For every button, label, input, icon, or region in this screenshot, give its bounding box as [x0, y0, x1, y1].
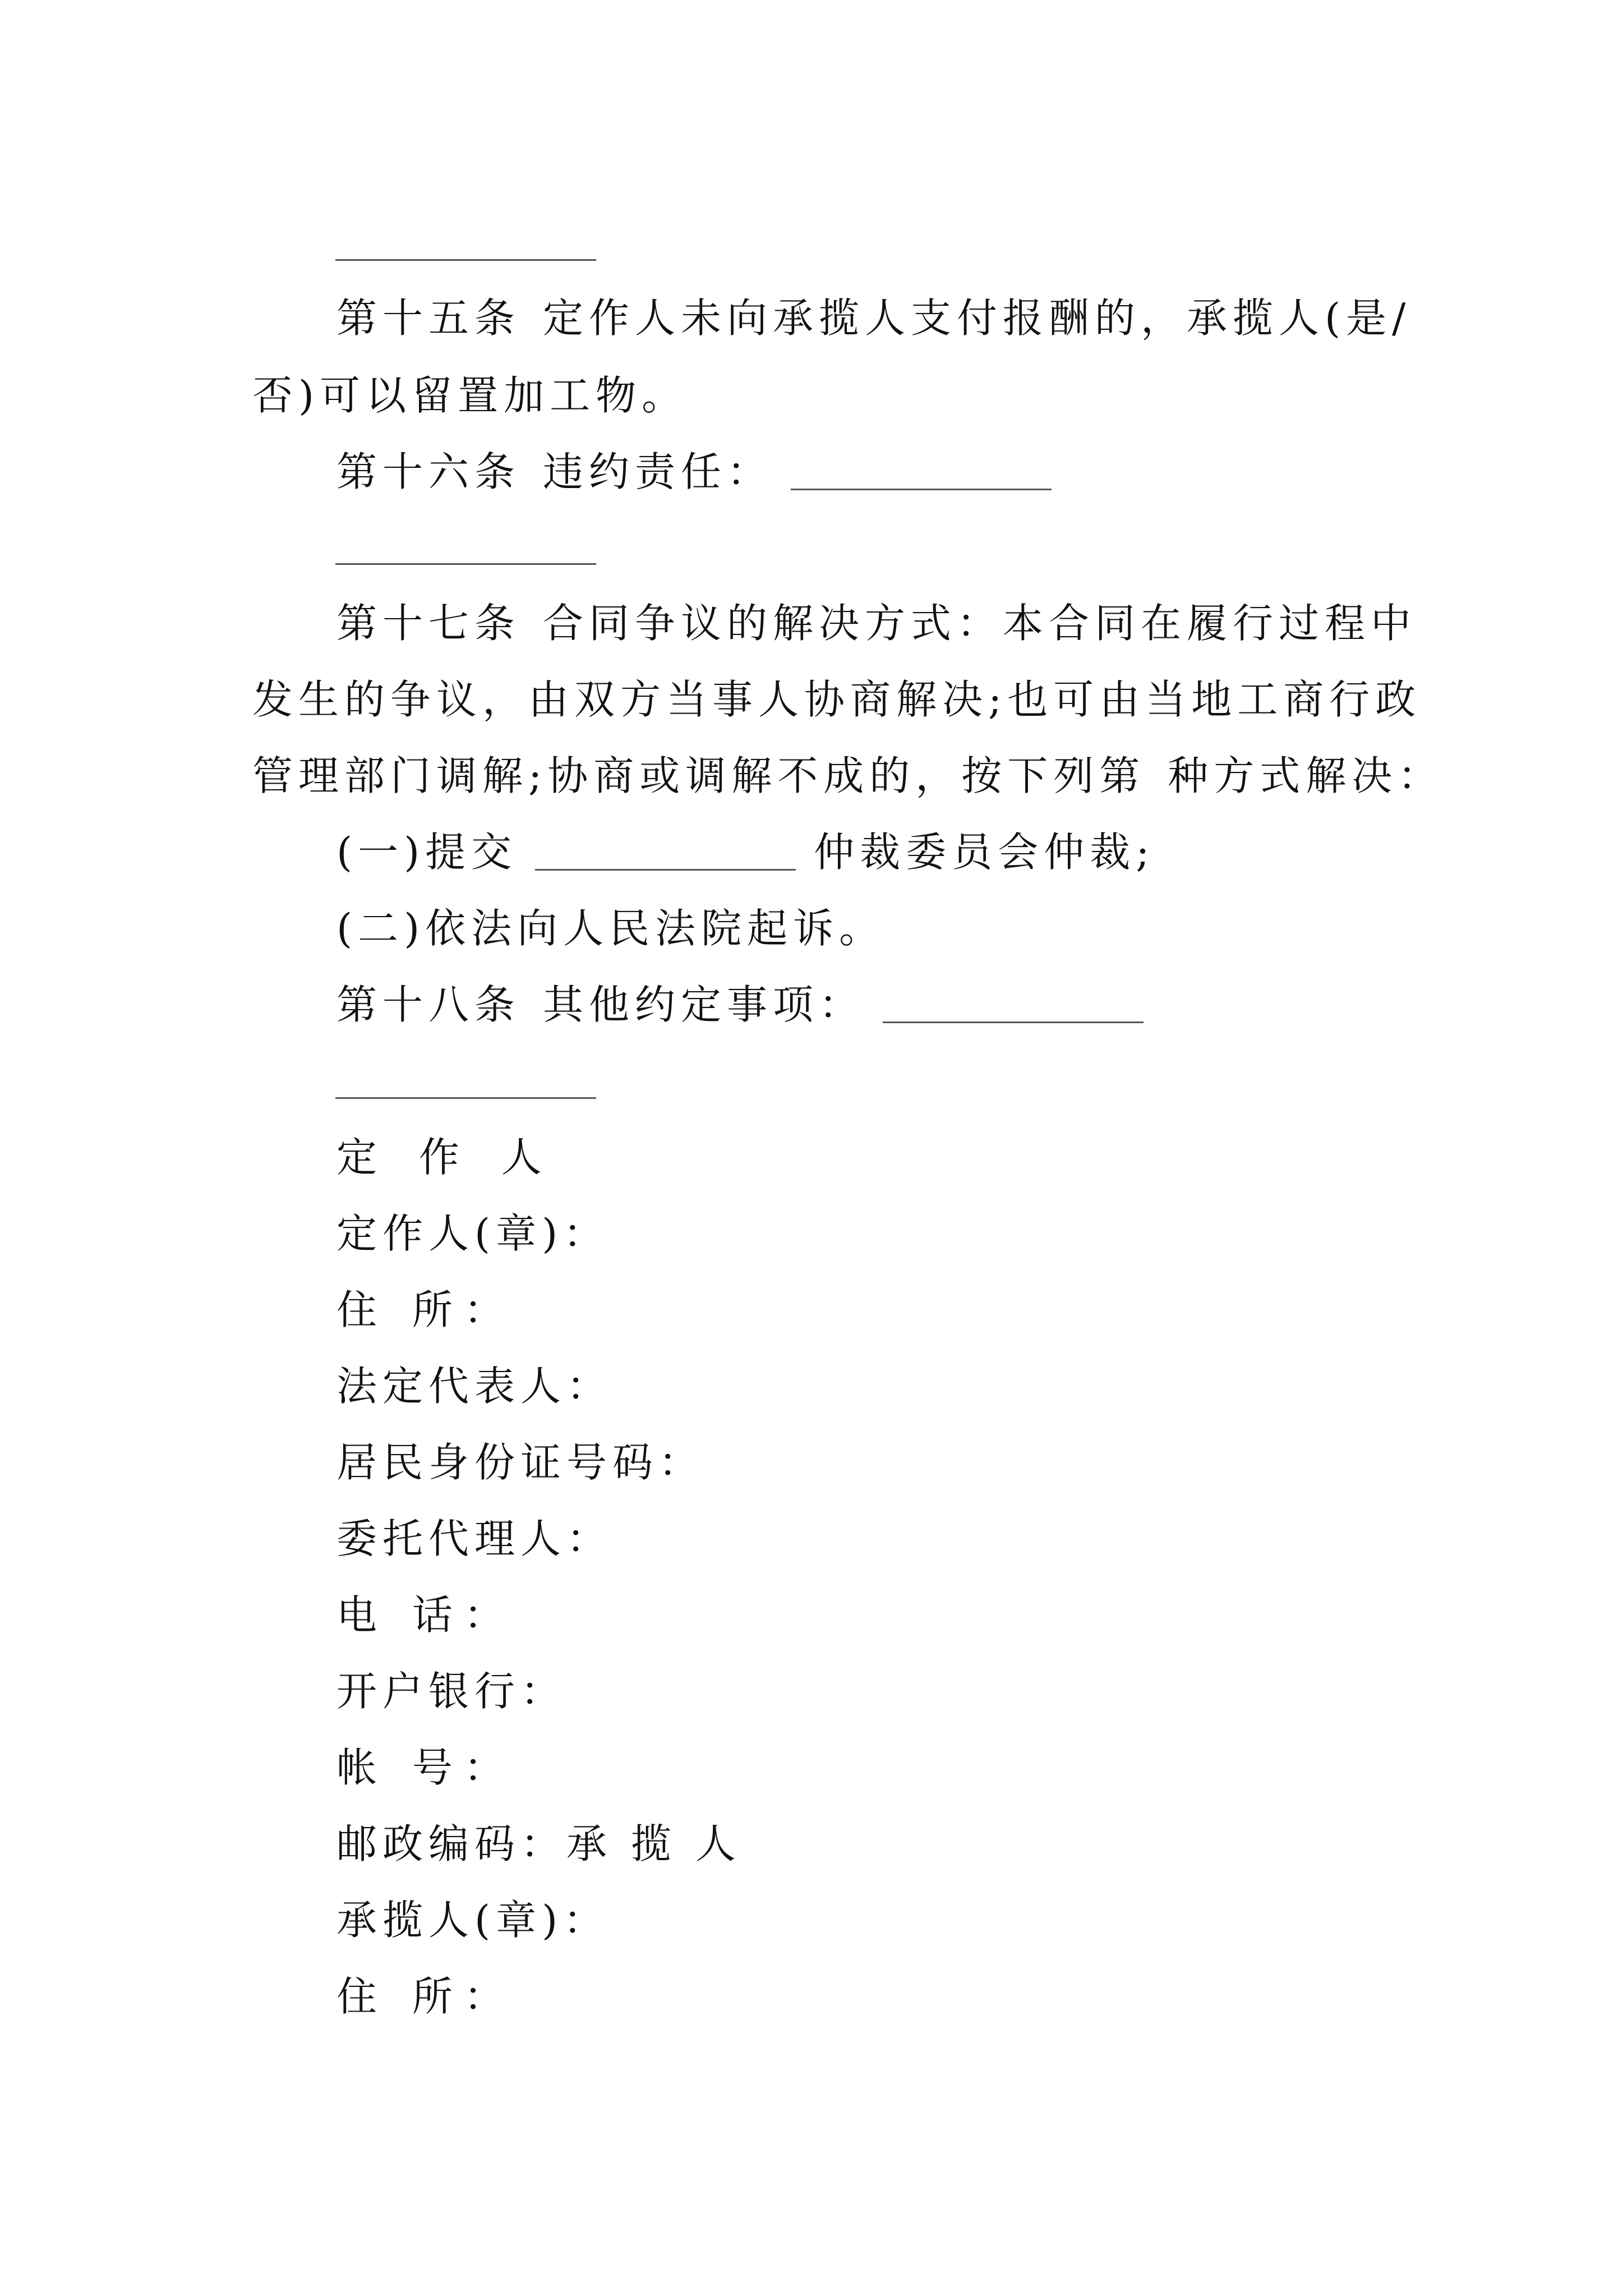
article-15-text-cont: 否)可以留置加工物。 [252, 372, 688, 419]
fill-in-blank [791, 489, 1052, 490]
party-a-heading: 定 作 人 [336, 1134, 556, 1181]
party-a-bank: 开户银行： [336, 1668, 567, 1715]
fill-in-blank [883, 1022, 1144, 1023]
article-16-label: 第十六条 [336, 448, 521, 495]
article-17-text-cont-2a: 管理部门调解;协商或调解不成的，按下列第 [252, 752, 1146, 799]
article-18 [336, 979, 1161, 1030]
blank-line [335, 259, 596, 261]
blank-line [335, 563, 596, 565]
article-17-label: 第十七条 [336, 600, 521, 647]
article-15-text: 定作人未向承揽人支付报酬的，承揽人(是/ [543, 295, 1412, 342]
article-17-text-cont-2b: 种方式解决： [1168, 752, 1444, 799]
party-a-id-number: 居民身份证号码： [336, 1439, 705, 1486]
article-15-line-1 [336, 293, 1411, 343]
party-a-address: 住 所： [336, 1286, 515, 1333]
article-17-line-3 [252, 751, 1444, 801]
party-b-address: 住 所： [336, 1973, 515, 2020]
article-16 [336, 447, 1069, 497]
party-a-agent: 委托代理人： [336, 1515, 613, 1562]
article-17-text: 合同争议的解决方式：本合同在履行过程中 [543, 600, 1417, 647]
fill-in-blank [535, 869, 796, 871]
party-b-seal: 承揽人(章)： [336, 1897, 610, 1944]
party-a-phone: 电 话： [336, 1591, 515, 1639]
party-a-postcode-party-b-heading: 邮政编码：承 揽 人 [336, 1820, 741, 1867]
blank-line [335, 1097, 596, 1099]
party-a-account: 帐 号： [336, 1744, 515, 1791]
article-16-text: 违约责任： [543, 448, 773, 495]
article-17-option-2 [336, 903, 885, 954]
article-18-text: 其他约定事项： [543, 981, 865, 1028]
option-1-text-b: 仲裁委员会仲裁; [814, 829, 1155, 876]
article-17-text-cont-1: 发生的争议，由双方当事人协商解决;也可由当地工商行政 [252, 676, 1422, 723]
party-a-legal-rep: 法定代表人： [336, 1363, 613, 1410]
party-a-seal: 定作人(章)： [336, 1210, 610, 1257]
option-1-text-a: (一)提交 [336, 829, 518, 876]
article-18-label: 第十八条 [336, 981, 521, 1028]
article-17-option-1 [336, 827, 1155, 877]
option-2-text: (二)依法向人民法院起诉。 [336, 905, 886, 952]
article-17-line-2 [252, 674, 1421, 725]
article-15-label: 第十五条 [336, 295, 521, 342]
article-15-line-2 [252, 370, 688, 421]
article-17-line-1 [336, 598, 1417, 648]
